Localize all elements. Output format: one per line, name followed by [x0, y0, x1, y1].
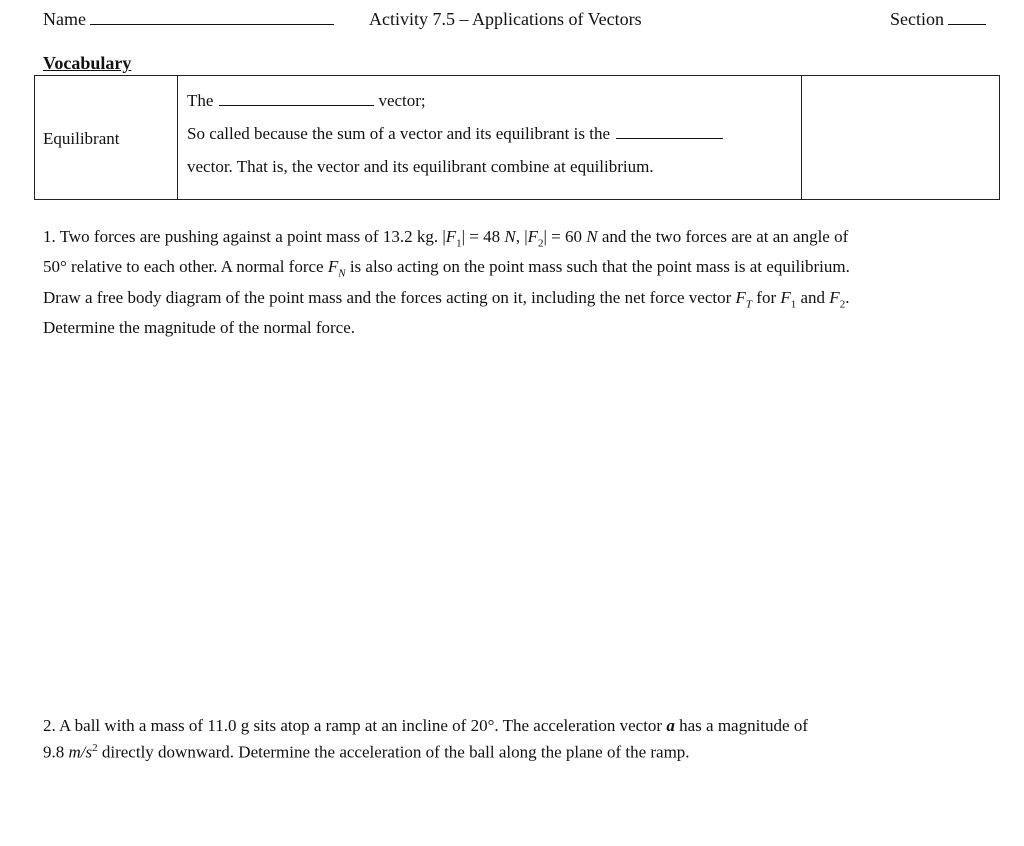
page-title: Activity 7.5 – Applications of Vectors [369, 9, 642, 29]
section-field [890, 9, 986, 30]
vocabulary-heading: Vocabulary [43, 53, 132, 73]
definition-line-1 [187, 91, 426, 111]
question-2-line-2: 9.8 $m/s^2$ directly downward. Determine the acceleration of the ball along the plane of the ramp. [43, 742, 690, 762]
vocab-term: Equilibrant [43, 129, 120, 148]
answer-area-2[interactable] [43, 765, 1003, 840]
definition-line-1-start: The [187, 91, 214, 110]
definition-line-2 [187, 124, 723, 144]
definition-line-1-end: vector; [378, 91, 426, 110]
question-1-line-1: 1. Two forces are pushing against a point mass of 13.2 kg. $|F_1| = 48$ N, $|F_2| = 60$ N and the two forces are at an angle of [43, 227, 849, 250]
question-2-line-1: 2. A ball with a mass of 11.0 g sits atop a ramp at an incline of 20°. The acceleration vector a has a magnitude of [43, 716, 808, 735]
definition-blank-1[interactable] [219, 104, 374, 106]
answer-area-1[interactable] [43, 320, 1003, 700]
question-1-line-2: 50° relative to each other. A normal force $F_N$ is also acting on the point mass such that the point mass is at equilibrium. [43, 257, 850, 280]
definition-line-2-text: So called because the sum of a vector and its equilibrant is the [187, 124, 610, 143]
table-divider [801, 76, 802, 199]
question-2 [43, 714, 1003, 764]
section-blank[interactable] [948, 23, 986, 25]
name-blank[interactable] [90, 23, 334, 25]
definition-blank-2[interactable] [616, 137, 723, 139]
section-label: Section [890, 9, 944, 29]
name-label: Name [43, 9, 86, 29]
question-1-line-3: Draw a free body diagram of the point mass and the forces acting on it, including the net force vector $F_T$ for $F_1$ and $F_2$. [43, 287, 850, 311]
vocabulary-table [34, 75, 1000, 200]
name-field [43, 9, 334, 30]
table-divider [177, 76, 178, 199]
question-1-line-4: Determine the magnitude of the normal force. [43, 318, 356, 338]
definition-line-3: vector. That is, the vector and its equilibrant combine at equilibrium. [187, 157, 654, 176]
